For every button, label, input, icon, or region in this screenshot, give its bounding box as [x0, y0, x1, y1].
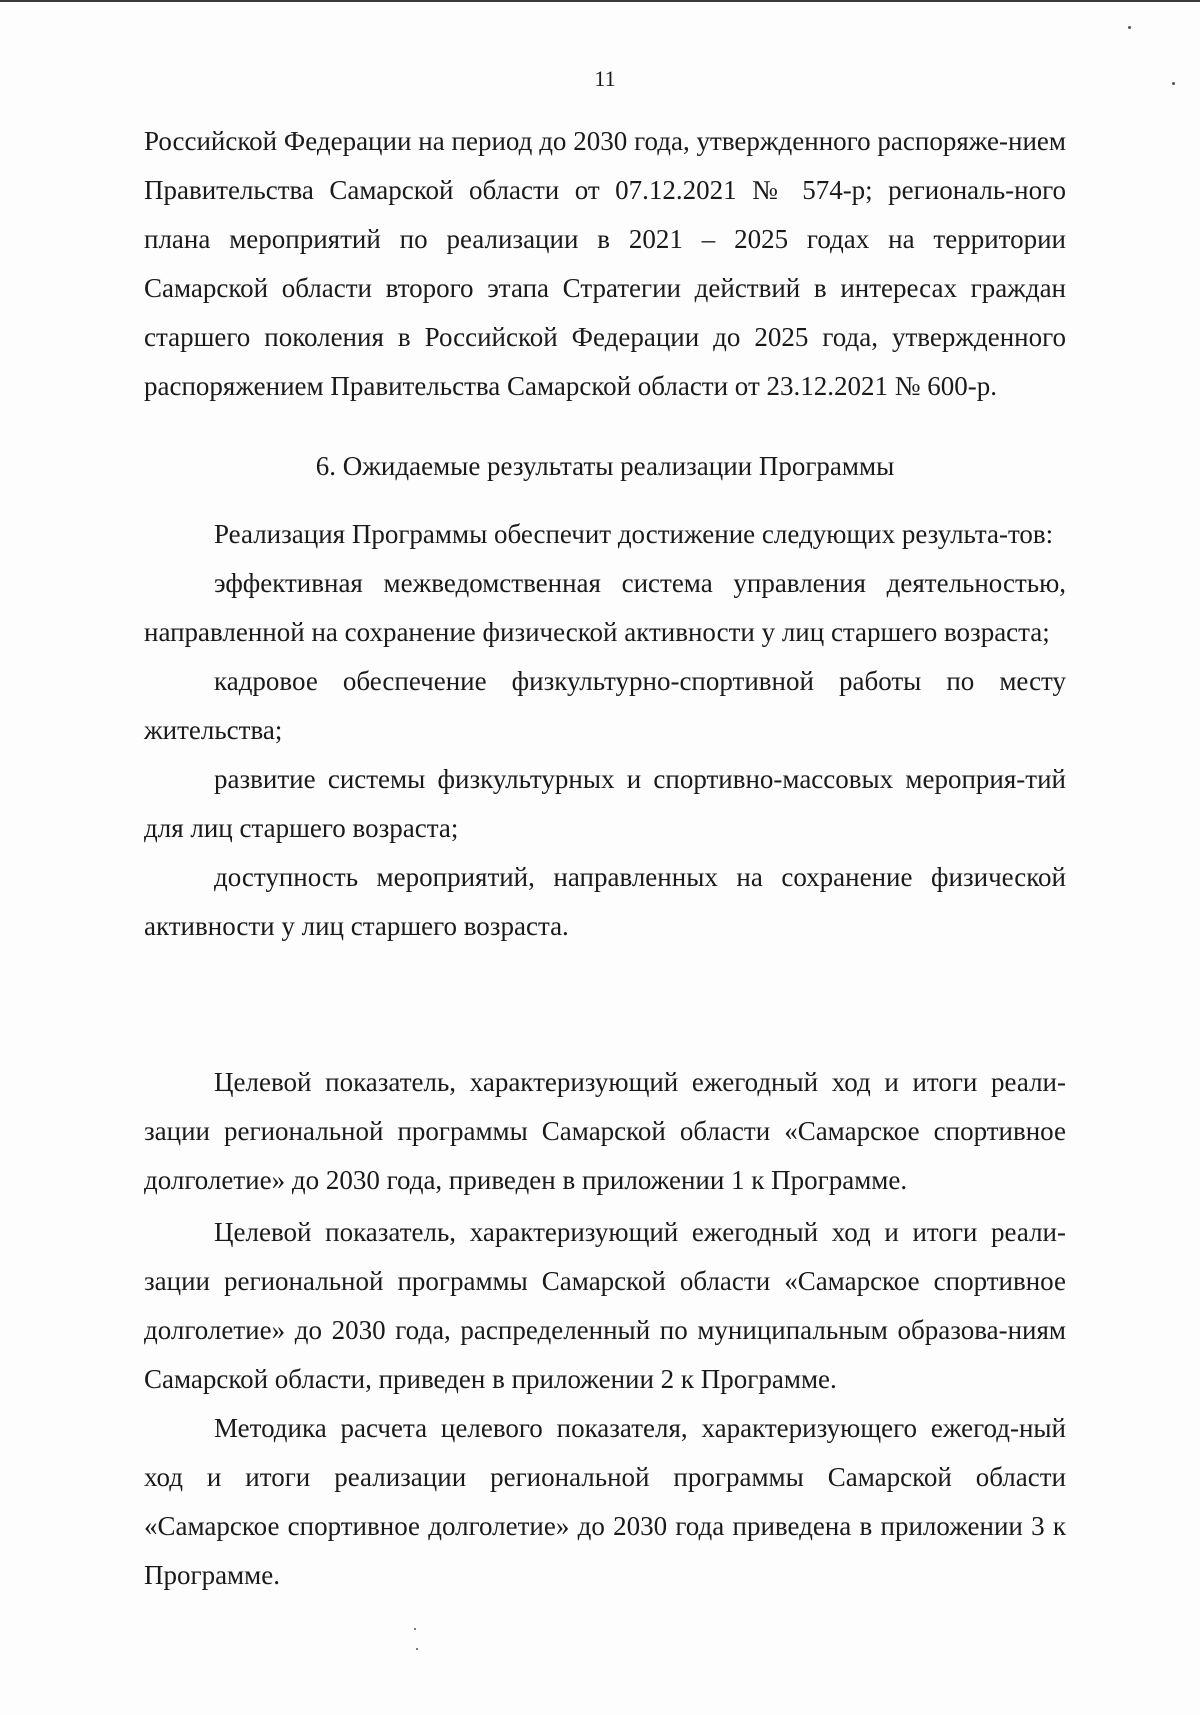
section-heading: 6. Ожидаемые результаты реализации Программы — [315, 451, 895, 481]
scan-speck — [414, 1628, 416, 1630]
result-item: развитие системы физкультурных и спортивно-массовых мероприя-тий для лиц старшего возраста; — [144, 764, 1066, 843]
results-block — [144, 510, 1066, 951]
results-intro: Реализация Программы обеспечит достижение следующих результа-тов: — [214, 519, 1054, 549]
methodology-block — [144, 1404, 1066, 1600]
indicator-block-2 — [144, 1208, 1066, 1404]
page-number: 11 — [594, 66, 616, 91]
methodology-paragraph: Методика расчета целевого показателя, характеризующего ежегод-ный ход и итоги реализации региональной программы Самарской области «Самарское спортивное долголетие» до 2030 года приведена в приложении 3 к Программе. — [144, 1413, 1066, 1590]
indicator-paragraph-2: Целевой показатель, характеризующий ежегодный ход и итоги реали-зации региональной программы Самарской области «Самарское спортивное долголетие» до 2030 года, распределенный по муниципальным образова-ниям Самарской области, приведен в приложении 2 к Программе. — [144, 1217, 1066, 1394]
indicator-paragraph-1: Целевой показатель, характеризующий ежегодный ход и итоги реали-зации региональной программы Самарской области «Самарское спортивное долголетие» до 2030 года, приведен в приложении 1 к Программе. — [144, 1067, 1066, 1195]
scan-speck — [1128, 26, 1131, 29]
scan-speck — [416, 1648, 418, 1650]
result-item: эффективная межведомственная система управления деятельностью, направленной на сохранение физической активности у лиц старшего возраста; — [144, 568, 1066, 647]
result-item: доступность мероприятий, направленных на сохранение физической активности у лиц старшего возраста. — [144, 862, 1066, 941]
result-item: кадровое обеспечение физкультурно-спортивной работы по месту жительства; — [144, 666, 1066, 745]
intro-paragraph: Российской Федерации на период до 2030 года, утвержденного распоряже-нием Правительства Самарской области от 07.12.2021 № 574-р; региональ-ного плана мероприятий по реализации в 2021 – 2025 годах на территории Самарской области второго этапа Стратегии действий в интересах граждан старшего поколения в Российской Федерации до 2025 года, утвержденного распоряжением Правительства Самарской области от 23.12.2021 № 600-р. — [144, 126, 1066, 401]
scan-speck — [1172, 82, 1175, 85]
indicator-block-1 — [144, 1058, 1066, 1205]
top-edge-rule — [0, 0, 1200, 2]
intro-block — [144, 117, 1066, 411]
